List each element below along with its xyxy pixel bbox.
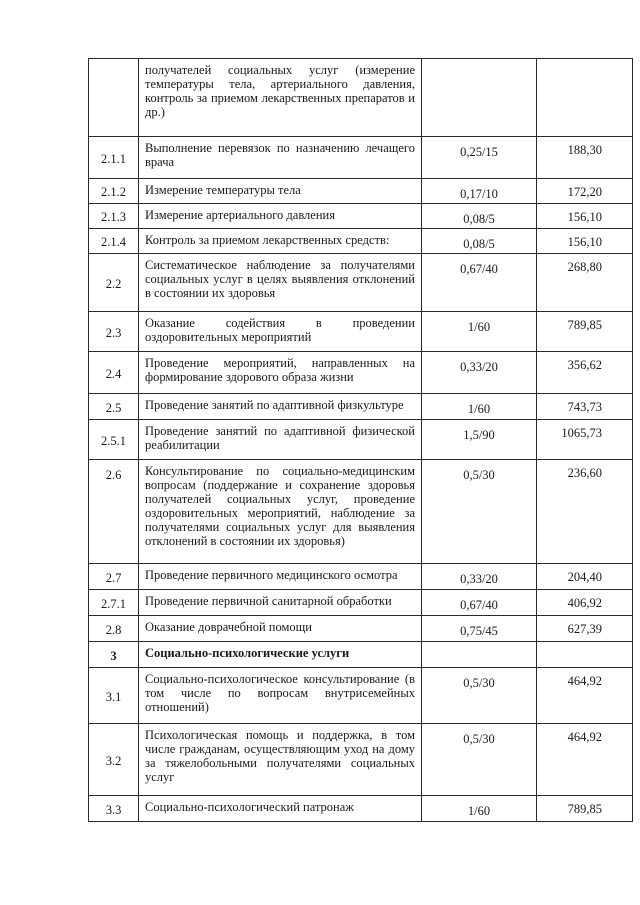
service-name: Оказание содействия в проведении оздоровительных мероприятий bbox=[139, 312, 422, 352]
service-price: 789,85 bbox=[537, 796, 633, 822]
time-norm: 0,33/20 bbox=[422, 564, 537, 590]
row-number: 2.5 bbox=[89, 394, 139, 420]
service-price bbox=[537, 642, 633, 668]
row-number: 2.5.1 bbox=[89, 420, 139, 460]
row-number: 2.8 bbox=[89, 616, 139, 642]
service-name: Консультирование по социально-медицинским вопросам (поддержание и сохранение здоровья получателей социальных услуг, проведение оздоровительных мероприятий, наблюдение за получателями социальных услуг для выявления отклонений в состоянии их здоровья) bbox=[139, 460, 422, 564]
table-row bbox=[89, 229, 633, 254]
service-name: Измерение артериального давления bbox=[139, 204, 422, 229]
row-number: 2.7.1 bbox=[89, 590, 139, 616]
service-price: 236,60 bbox=[537, 460, 633, 564]
row-number: 2.7 bbox=[89, 564, 139, 590]
row-number: 2.1.1 bbox=[89, 137, 139, 179]
time-norm: 0,33/20 bbox=[422, 352, 537, 394]
row-number: 2.1.3 bbox=[89, 204, 139, 229]
service-name: Измерение температуры тела bbox=[139, 179, 422, 204]
service-price: 172,20 bbox=[537, 179, 633, 204]
time-norm: 0,08/5 bbox=[422, 204, 537, 229]
time-norm bbox=[422, 642, 537, 668]
table-row bbox=[89, 796, 633, 822]
time-norm: 0,08/5 bbox=[422, 229, 537, 254]
row-number bbox=[89, 59, 139, 137]
table-row bbox=[89, 179, 633, 204]
service-name: Социально-психологический патронаж bbox=[139, 796, 422, 822]
service-name: Проведение первичного медицинского осмотра bbox=[139, 564, 422, 590]
service-price: 356,62 bbox=[537, 352, 633, 394]
time-norm: 1/60 bbox=[422, 312, 537, 352]
service-name: Психологическая помощь и поддержка, в том числе гражданам, осуществляющим уход на дому за тяжелобольными получателями социальных услуг bbox=[139, 724, 422, 796]
service-price: 464,92 bbox=[537, 668, 633, 724]
time-norm: 0,5/30 bbox=[422, 460, 537, 564]
time-norm: 1/60 bbox=[422, 796, 537, 822]
table-row bbox=[89, 460, 633, 564]
row-number: 2.4 bbox=[89, 352, 139, 394]
service-name: Проведение занятий по адаптивной физкультуре bbox=[139, 394, 422, 420]
time-norm: 1/60 bbox=[422, 394, 537, 420]
table-row bbox=[89, 724, 633, 796]
section-row bbox=[89, 642, 633, 668]
row-number: 2.6 bbox=[89, 460, 139, 564]
service-name: Систематическое наблюдение за получателями социальных услуг в целях выявления отклонений в состоянии их здоровья bbox=[139, 254, 422, 312]
time-norm bbox=[422, 59, 537, 137]
time-norm: 0,75/45 bbox=[422, 616, 537, 642]
row-number: 3.3 bbox=[89, 796, 139, 822]
table-row bbox=[89, 564, 633, 590]
service-price: 188,30 bbox=[537, 137, 633, 179]
service-name: Оказание доврачебной помощи bbox=[139, 616, 422, 642]
service-name: Проведение мероприятий, направленных на формирование здорового образа жизни bbox=[139, 352, 422, 394]
table-row bbox=[89, 204, 633, 229]
service-price: 627,39 bbox=[537, 616, 633, 642]
section-number: 3 bbox=[89, 642, 139, 668]
services-table bbox=[88, 58, 633, 822]
table-row bbox=[89, 59, 633, 137]
service-name: Проведение первичной санитарной обработки bbox=[139, 590, 422, 616]
time-norm: 0,17/10 bbox=[422, 179, 537, 204]
service-name: Проведение занятий по адаптивной физической реабилитации bbox=[139, 420, 422, 460]
service-name: Контроль за приемом лекарственных средств: bbox=[139, 229, 422, 254]
service-price: 204,40 bbox=[537, 564, 633, 590]
row-number: 3.1 bbox=[89, 668, 139, 724]
section-title: Социально-психологические услуги bbox=[139, 642, 422, 668]
table-row bbox=[89, 254, 633, 312]
table-row bbox=[89, 420, 633, 460]
service-price: 406,92 bbox=[537, 590, 633, 616]
time-norm: 0,67/40 bbox=[422, 254, 537, 312]
service-price: 743,73 bbox=[537, 394, 633, 420]
service-price: 1065,73 bbox=[537, 420, 633, 460]
table-row bbox=[89, 312, 633, 352]
service-price: 156,10 bbox=[537, 229, 633, 254]
service-price: 464,92 bbox=[537, 724, 633, 796]
time-norm: 1,5/90 bbox=[422, 420, 537, 460]
service-name: Социально-психологическое консультирование (в том числе по вопросам внутрисемейных отношений) bbox=[139, 668, 422, 724]
service-price: 268,80 bbox=[537, 254, 633, 312]
row-number: 2.1.4 bbox=[89, 229, 139, 254]
table-row bbox=[89, 668, 633, 724]
row-number: 2.3 bbox=[89, 312, 139, 352]
table-row bbox=[89, 394, 633, 420]
service-price: 789,85 bbox=[537, 312, 633, 352]
time-norm: 0,5/30 bbox=[422, 668, 537, 724]
service-price bbox=[537, 59, 633, 137]
row-number: 2.1.2 bbox=[89, 179, 139, 204]
service-name: Выполнение перевязок по назначению лечащего врача bbox=[139, 137, 422, 179]
time-norm: 0,5/30 bbox=[422, 724, 537, 796]
row-number: 3.2 bbox=[89, 724, 139, 796]
table-row bbox=[89, 590, 633, 616]
row-number: 2.2 bbox=[89, 254, 139, 312]
table-row bbox=[89, 616, 633, 642]
time-norm: 0,25/15 bbox=[422, 137, 537, 179]
time-norm: 0,67/40 bbox=[422, 590, 537, 616]
service-price: 156,10 bbox=[537, 204, 633, 229]
table-row bbox=[89, 137, 633, 179]
service-name: получателей социальных услуг (измерение температуры тела, артериального давления, контроль за приемом лекарственных препаратов и др.) bbox=[139, 59, 422, 137]
table-row bbox=[89, 352, 633, 394]
